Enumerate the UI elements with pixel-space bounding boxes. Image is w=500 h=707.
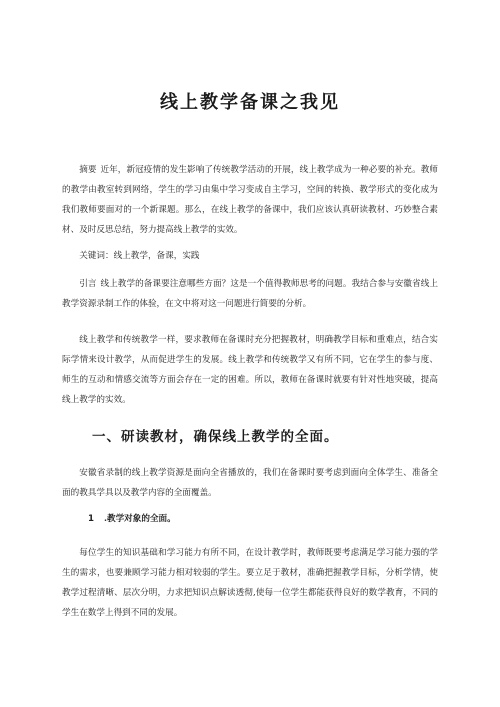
- intro-paragraph: [62, 274, 438, 314]
- section-heading-1: 一、研读教材，确保线上教学的全面。: [92, 429, 339, 445]
- keywords-text: 线上教学，备课，实践: [113, 251, 200, 261]
- keywords-label: 关键词：: [79, 251, 114, 261]
- keywords-paragraph: [62, 246, 438, 266]
- abstract-label: 摘要: [79, 165, 97, 175]
- body-paragraph-1: 线上教学和传统教学一样，要求教师在备课时充分把握教材，明确教学目标和重难点，结合实际学情来设计教学，从而促进学生的发展。线上教学和传统教学又有所不同，它在学生的参与度、师生的互动和情感交流等方面会存在一定的困难。所以，教师在备课时就要有针对性地突破，提高线上教学的实效。: [62, 335, 438, 405]
- subsection-heading-1: [88, 512, 176, 524]
- abstract-paragraph: [62, 160, 438, 240]
- section-1-paragraph: 安徽省录制的线上教学资源是面向全省播放的，我们在备课时要考虑到面向全体学生、准备全面的教具学具以及教学内容的全面覆盖。: [62, 468, 438, 498]
- document-title: 线上教学备课之我见: [160, 92, 340, 113]
- intro-label: 引言: [79, 279, 97, 289]
- abstract-text: 近年，新冠疫情的发生影响了传统教学活动的开展，线上教学成为一种必要的补充。教师的教学由教室转到网络，学生的学习由集中学习变成自主学习，空间的转换、教学形式的变化成为我们教师要面对的一个新课题。那么，在线上教学的备课中，我们应该认真研读教材、巧妙整合素材、及时反思总结，努力提高线上教学的实效。: [62, 165, 438, 235]
- subsection-title: .教学对象的全面。: [103, 514, 176, 524]
- subsection-number: 1: [88, 514, 94, 524]
- intro-text: 线上教学的备课要注意哪些方面？这是一个值得教师思考的问题。我结合参与安徽省线上教学资源录制工作的体验，在文中将对这一问题进行简要的分析。: [62, 279, 438, 309]
- subsection-1-paragraph: 每位学生的知识基础和学习能力有所不同，在设计教学时，教师既要考虑满足学习能力强的学生的需求，也要兼顾学习能力相对较弱的学生。要立足于教材，准确把握教学目标，分析学情，使教学过程清晰、层次分明，力求把知识点解读透彻,使每一位学生都能获得良好的数学教育，不同的学生在数学上得到不同的发展。: [62, 548, 438, 618]
